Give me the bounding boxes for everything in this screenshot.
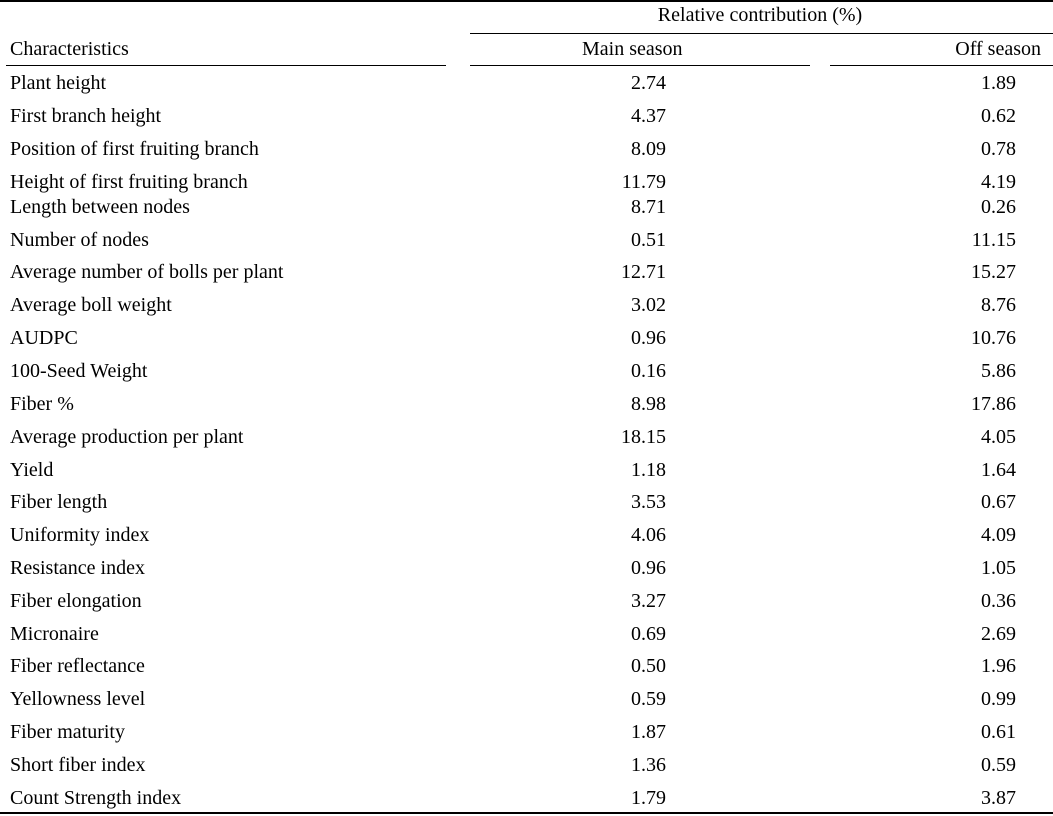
- main-season-value: 12.71: [621, 261, 666, 283]
- off-season-value: 1.89: [981, 72, 1016, 94]
- main-season-value: 1.87: [631, 721, 666, 743]
- off-season-value: 0.78: [981, 138, 1016, 160]
- characteristic-name: Fiber reflectance: [10, 655, 145, 677]
- group-header: Relative contribution (%): [657, 4, 863, 26]
- main-season-value: 1.79: [631, 787, 666, 809]
- off-season-value: 11.15: [971, 229, 1016, 251]
- main-season-value: 2.74: [631, 72, 666, 94]
- characteristic-name: Fiber maturity: [10, 721, 125, 743]
- off-season-value: 10.76: [971, 327, 1016, 349]
- off-season-value: 15.27: [971, 261, 1016, 283]
- characteristic-name: Number of nodes: [10, 229, 149, 251]
- main-season-value: 8.71: [631, 196, 666, 218]
- characteristic-name: Average number of bolls per plant: [10, 261, 284, 283]
- off-season-value: 1.96: [981, 655, 1016, 677]
- off-season-header-rule: [830, 65, 1053, 66]
- characteristic-name: Fiber elongation: [10, 590, 142, 612]
- characteristic-name: 100-Seed Weight: [10, 360, 148, 382]
- characteristic-name: Uniformity index: [10, 524, 150, 546]
- characteristic-name: Yield: [10, 459, 54, 481]
- main-season-value: 0.96: [631, 557, 666, 579]
- off-season-value: 4.05: [981, 426, 1016, 448]
- main-season-value: 8.98: [631, 393, 666, 415]
- main-season-value: 18.15: [621, 426, 666, 448]
- main-season-value: 8.09: [631, 138, 666, 160]
- main-season-value: 3.53: [631, 491, 666, 513]
- main-season-value: 0.96: [631, 327, 666, 349]
- off-season-value: 0.36: [981, 590, 1016, 612]
- off-season-value: 5.86: [981, 360, 1016, 382]
- off-season-value: 0.67: [981, 491, 1016, 513]
- characteristic-name: Micronaire: [10, 623, 99, 645]
- off-season-value: 0.59: [981, 754, 1016, 776]
- main-season-value: 0.16: [631, 360, 666, 382]
- characteristic-name: Average boll weight: [10, 294, 172, 316]
- off-season-value: 0.26: [981, 196, 1016, 218]
- characteristic-name: Length between nodes: [10, 196, 190, 218]
- characteristics-header: Characteristics: [10, 38, 129, 60]
- main-season-value: 0.59: [631, 688, 666, 710]
- main-season-header: Main season: [582, 38, 683, 60]
- main-season-value: 4.37: [631, 105, 666, 127]
- characteristic-name: Height of first fruiting branch: [10, 171, 248, 193]
- characteristic-name: Yellowness level: [10, 688, 146, 710]
- main-season-value: 1.18: [631, 459, 666, 481]
- off-season-value: 1.05: [981, 557, 1016, 579]
- off-season-header: Off season: [955, 38, 1041, 60]
- main-season-value: 0.50: [631, 655, 666, 677]
- bottom-rule: [0, 812, 1053, 814]
- off-season-value: 0.99: [981, 688, 1016, 710]
- off-season-value: 17.86: [971, 393, 1016, 415]
- main-season-value: 3.02: [631, 294, 666, 316]
- off-season-value: 0.62: [981, 105, 1016, 127]
- main-season-header-rule: [470, 65, 810, 66]
- characteristics-header-rule: [6, 65, 446, 66]
- off-season-value: 4.19: [981, 171, 1016, 193]
- characteristic-name: Fiber %: [10, 393, 74, 415]
- characteristic-name: Short fiber index: [10, 754, 146, 776]
- characteristic-name: Fiber length: [10, 491, 108, 513]
- characteristic-name: Plant height: [10, 72, 107, 94]
- top-rule: [0, 0, 1053, 2]
- off-season-value: 8.76: [981, 294, 1016, 316]
- off-season-value: 1.64: [981, 459, 1016, 481]
- characteristic-name: AUDPC: [10, 327, 78, 349]
- main-season-value: 1.36: [631, 754, 666, 776]
- characteristic-name: Position of first fruiting branch: [10, 138, 259, 160]
- characteristic-name: First branch height: [10, 105, 162, 127]
- main-season-value: 0.51: [631, 229, 666, 251]
- main-season-value: 11.79: [621, 171, 666, 193]
- characteristic-name: Resistance index: [10, 557, 145, 579]
- characteristic-name: Count Strength index: [10, 787, 182, 809]
- main-season-value: 0.69: [631, 623, 666, 645]
- off-season-value: 4.09: [981, 524, 1016, 546]
- characteristic-name: Average production per plant: [10, 426, 244, 448]
- off-season-value: 3.87: [981, 787, 1016, 809]
- off-season-value: 0.61: [981, 721, 1016, 743]
- main-season-value: 3.27: [631, 590, 666, 612]
- off-season-value: 2.69: [981, 623, 1016, 645]
- group-header-rule: [470, 33, 1053, 34]
- main-season-value: 4.06: [631, 524, 666, 546]
